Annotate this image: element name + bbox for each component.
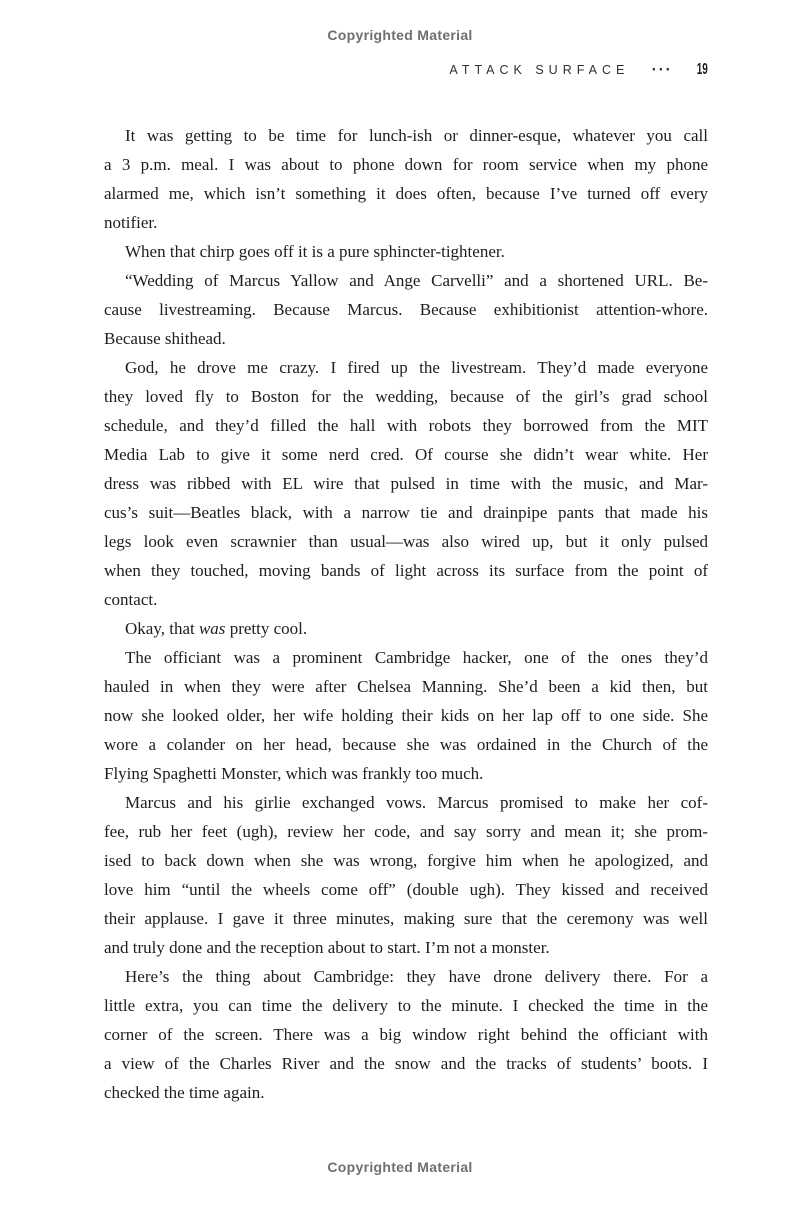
text-line: God, he drove me crazy. I fired up the livestream. They’d made everyone [125, 358, 708, 377]
text-line: cause livestreaming. Because Marcus. Because exhibitionist attention-whore. [104, 300, 708, 319]
paragraph-2 [104, 237, 708, 266]
copyright-notice-top: Copyrighted Material [327, 27, 473, 43]
text-line: Marcus and his girlie exchanged vows. Marcus promised to make her cof- [125, 793, 708, 812]
paragraph-5 [104, 614, 708, 643]
text-line: a 3 p.m. meal. I was about to phone down for room service when my phone [104, 155, 708, 174]
text-line: Here’s the thing about Cambridge: they have drone delivery there. For a [125, 967, 708, 986]
text-line: and truly done and the reception about to start. I’m not a monster. [104, 938, 550, 957]
text-line: “Wedding of Marcus Yallow and Ange Carvelli” and a shortened URL. Be- [125, 271, 708, 290]
text-line: It was getting to be time for lunch-ish or dinner-esque, whatever you call [125, 126, 708, 145]
text-line [104, 614, 708, 643]
copyright-notice-bottom: Copyrighted Material [327, 1159, 473, 1175]
text-segment-italic: was [198, 619, 226, 638]
text-line: corner of the screen. There was a big window right behind the officiant with [104, 1025, 708, 1044]
paragraph-6 [104, 643, 708, 788]
paragraph-8 [104, 962, 708, 1107]
header-dots-ornament: ··· [651, 63, 673, 78]
text-line: little extra, you can time the delivery to the minute. I checked the time in the [104, 996, 708, 1015]
text-segment: Okay, that [125, 619, 199, 638]
text-line: when they touched, moving bands of light across its surface from the point of [104, 561, 708, 580]
text-line: they loved fly to Boston for the wedding, because of the girl’s grad school [104, 387, 708, 406]
text-line: When that chirp goes off it is a pure sphincter-tightener. [125, 242, 505, 261]
text-line: hauled in when they were after Chelsea Manning. She’d been a kid then, but [104, 677, 708, 696]
text-line: Media Lab to give it some nerd cred. Of course she didn’t wear white. Her [104, 445, 708, 464]
text-line: cus’s suit—Beatles black, with a narrow tie and drainpipe pants that made his [104, 503, 708, 522]
text-line: now she looked older, her wife holding their kids on her lap off to one side. She [104, 706, 708, 725]
text-line: a view of the Charles River and the snow and the tracks of students’ boots. I [104, 1054, 708, 1073]
paragraph-7 [104, 788, 708, 962]
text-line: legs look even scrawnier than usual—was also wired up, but it only pulsed [104, 532, 708, 551]
page-body [104, 121, 708, 1107]
text-line: fee, rub her feet (ugh), review her code, and say sorry and mean it; she prom- [104, 822, 708, 841]
paragraph-3 [104, 266, 708, 353]
text-line: ised to back down when she was wrong, forgive him when he apologized, and [104, 851, 708, 870]
book-title: ATTACK SURFACE [449, 63, 630, 77]
text-line: alarmed me, which isn’t something it does often, because I’ve turned off every [104, 184, 708, 203]
text-line: Because shithead. [104, 329, 226, 348]
page-number: 19 [696, 61, 708, 78]
paragraph-4 [104, 353, 708, 614]
paragraph-1 [104, 121, 708, 237]
running-header [104, 61, 708, 79]
text-line: schedule, and they’d filled the hall with robots they borrowed from the MIT [104, 416, 708, 435]
text-line: wore a colander on her head, because she was ordained in the Church of the [104, 735, 708, 754]
text-line: checked the time again. [104, 1083, 265, 1102]
text-line: notifier. [104, 213, 158, 232]
text-segment: pretty cool. [225, 619, 308, 638]
text-line: The officiant was a prominent Cambridge hacker, one of the ones they’d [125, 648, 708, 667]
text-line: love him “until the wheels come off” (double ugh). They kissed and received [104, 880, 708, 899]
text-line: dress was ribbed with EL wire that pulsed in time with the music, and Mar- [104, 474, 708, 493]
text-line: Flying Spaghetti Monster, which was frankly too much. [104, 764, 484, 783]
text-line: contact. [104, 590, 158, 609]
text-line: their applause. I gave it three minutes, making sure that the ceremony was well [104, 909, 708, 928]
